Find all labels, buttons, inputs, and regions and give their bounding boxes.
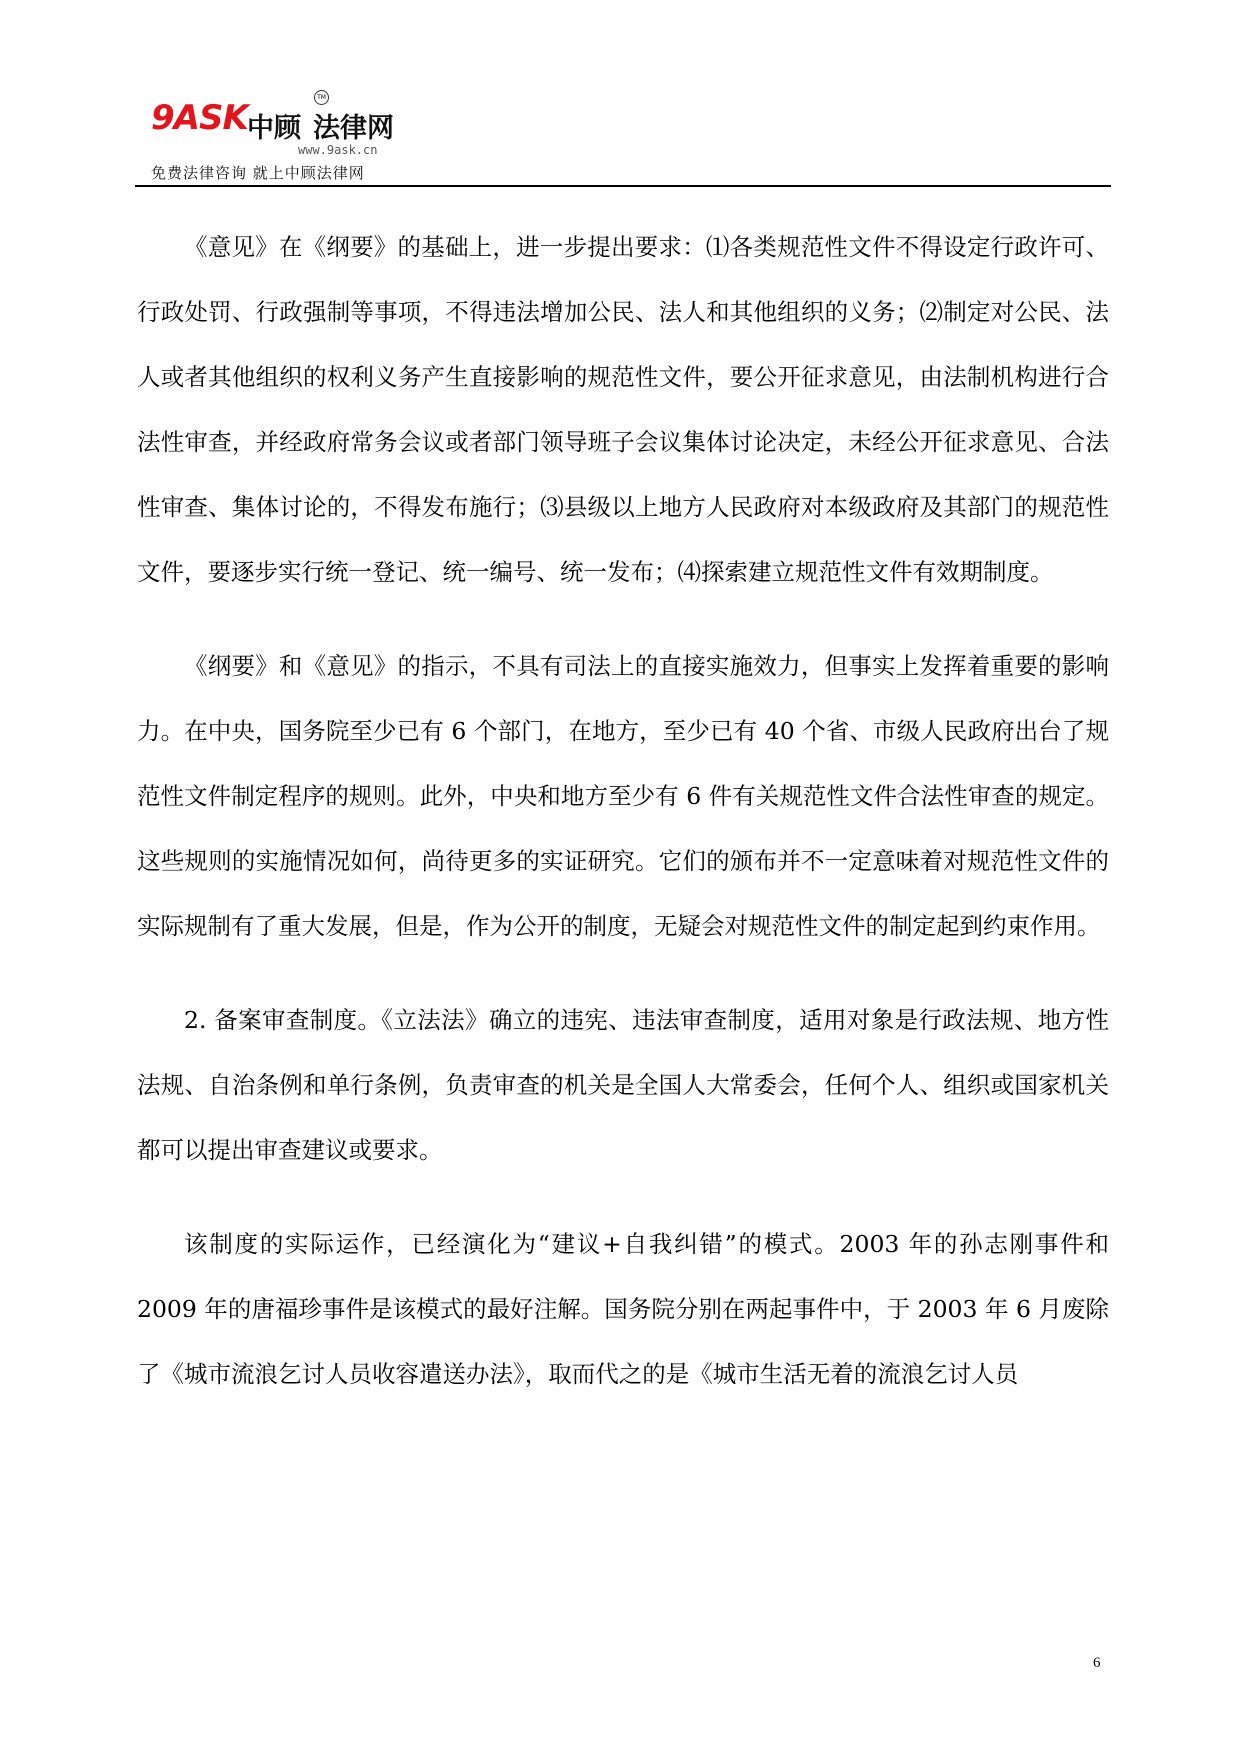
page-header [135,88,1110,188]
logo-url: www.9ask.cn [298,143,378,157]
page-number: 6 [1093,1655,1101,1671]
logo-slogan: 免费法律咨询 就上中顾法律网 [151,164,365,182]
site-logo[interactable] [151,94,471,188]
logo-name [247,106,394,145]
paragraph: 《意见》在《纲要》的基础上，进一步提出要求：⑴各类规范性文件不得设定行政许可、行政处罚、行政强制等事项，不得违法增加公民、法人和其他组织的义务；⑵制定对公民、法人或者其他组织的权利义务产生直接影响的规范性文件，要公开征求意见，由法制机构进行合法性审查，并经政府常务会议或者部门领导班子会议集体讨论决定，未经公开征求意见、合法性审查、集体讨论的，不得发布施行；⑶县级以上地方人民政府对本级政府及其部门的规范性文件，要逐步实行统一登记、统一编号、统一发布；⑷探索建立规范性文件有效期制度。 [137,233,1109,586]
paragraph: 《纲要》和《意见》的指示，不具有司法上的直接实施效力，但事实上发挥着重要的影响力。在中央，国务院至少已有 6 个部门，在地方，至少已有 40 个省、市级人民政府出台了规范性文件制定程序的规则。此外，中央和地方至少有 6 件有关规范性文件合法性审查的规定。这些规则的实施情况如何，尚待更多的实证研究。它们的颁布并不一定意味着对规范性文件的实际规制有了重大发展，但是，作为公开的制度，无疑会对规范性文件的制定起到约束作用。 [137,652,1109,940]
logo-name-cn: 中顾 [247,113,301,144]
paragraph: 该制度的实际运作，已经演化为“建议+自我纠错”的模式。2003 年的孙志刚事件和 2009 年的唐福珍事件是该模式的最好注解。国务院分别在两起事件中，于 2003 年 6 月废除了《城市流浪乞讨人员收容遣送办法》，取而代之的是《城市生活无着的流浪乞讨人员 [137,1230,1109,1388]
logo-mark: 9ASK [151,98,248,138]
logo-suffix: 法律网 [313,113,394,144]
paragraph: 2. 备案审查制度。《立法法》确立的违宪、违法审查制度，适用对象是行政法规、地方性法规、自治条例和单行条例，负责审查的机关是全国人大常委会，任何个人、组织或国家机关都可以提出审查建议或要求。 [137,1006,1109,1164]
trademark-icon: TM [314,90,329,105]
document-body [137,215,1109,1436]
header-divider [135,185,1111,187]
